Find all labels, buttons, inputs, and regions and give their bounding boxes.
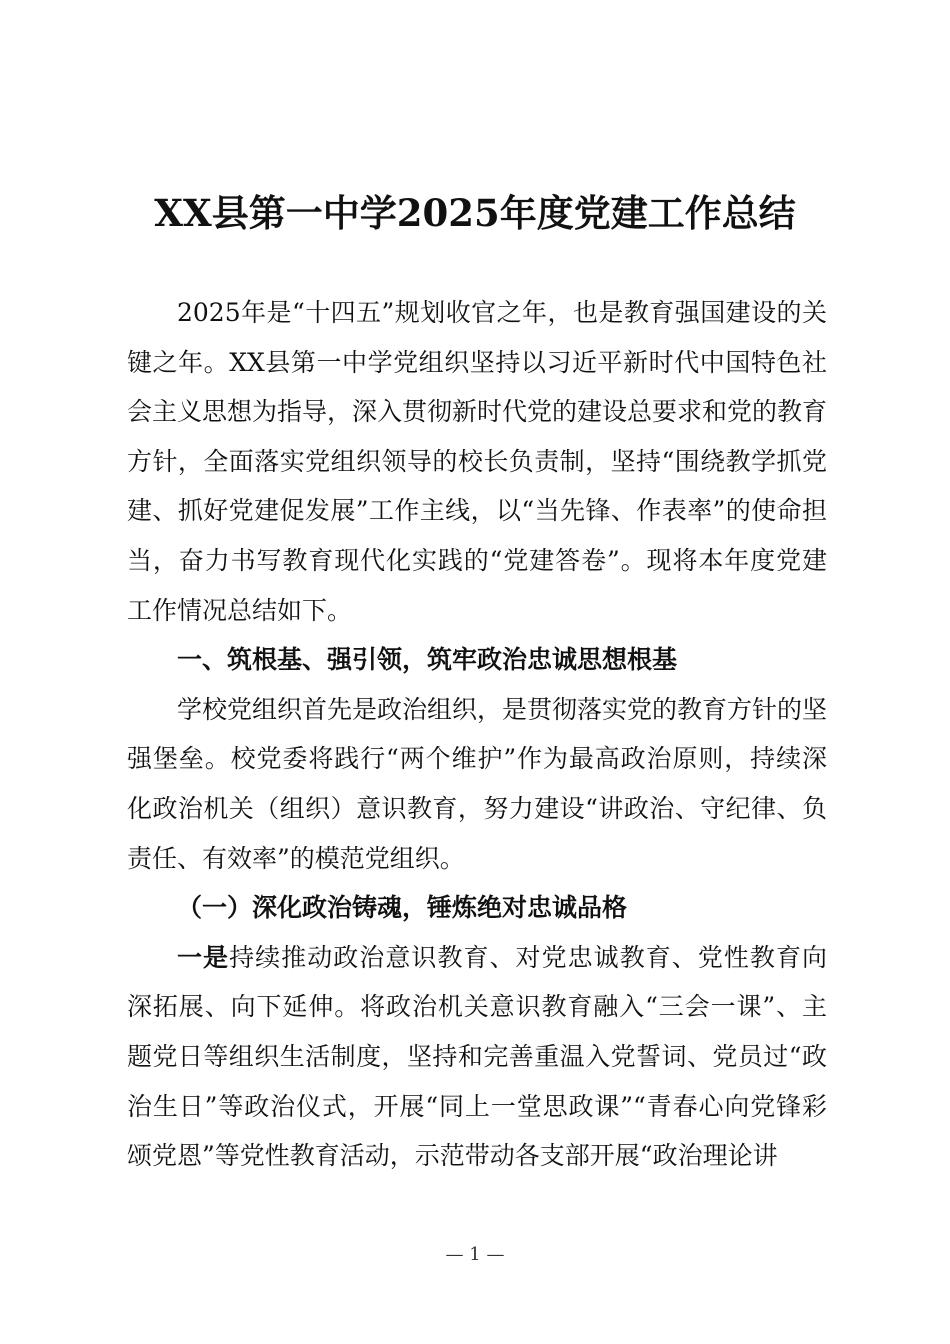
document-body [127, 288, 827, 1181]
document-title: XX县第一中学2025年度党建工作总结 [154, 191, 796, 235]
point-1-paragraph [127, 933, 827, 1181]
subsection-heading-1: （一）深化政治铸魂，锤炼绝对忠诚品格 [177, 893, 628, 923]
section-1-paragraph: 学校党组织首先是政治组织，是贯彻落实党的教育方针的坚强堡垒。校党委将践行“两个维护”作为最高政治原则，持续深化政治机关（组织）意识教育，努力建设“讲政治、守纪律、负责任、有效率”的模范党组织。 [127, 694, 828, 873]
page-number: — 1 — [445, 1244, 505, 1265]
point-1-text: 持续推动政治意识教育、对党忠诚教育、党性教育向深拓展、向下延伸。将政治机关意识教育融入“三会一课”、主题党日等组织生活制度，坚持和完善重温入党誓词、党员过“政治生日”等政治仪式，开展“同上一堂思政课”“青春心向党锋彩颂党恩”等党性教育活动，示范带动各支部开展“政治理论讲 [127, 942, 827, 1171]
point-1-lead: 一是 [177, 942, 230, 972]
section-heading-1: 一、筑根基、强引领，筑牢政治忠诚思想根基 [177, 645, 678, 675]
intro-paragraph: 2025年是“十四五”规划收官之年，也是教育强国建设的关键之年。XX县第一中学党组织坚持以习近平新时代中国特色社会主义思想为指导，深入贯彻新时代党的建设总要求和党的教育方针，全面落实党组织领导的校长负责制，坚持“围绕教学抓党建、抓好党建促发展”工作主线，以“当先锋、作表率”的使命担当，奋力书写教育现代化实践的“党建答卷”。现将本年度党建工作情况总结如下。 [127, 298, 828, 625]
